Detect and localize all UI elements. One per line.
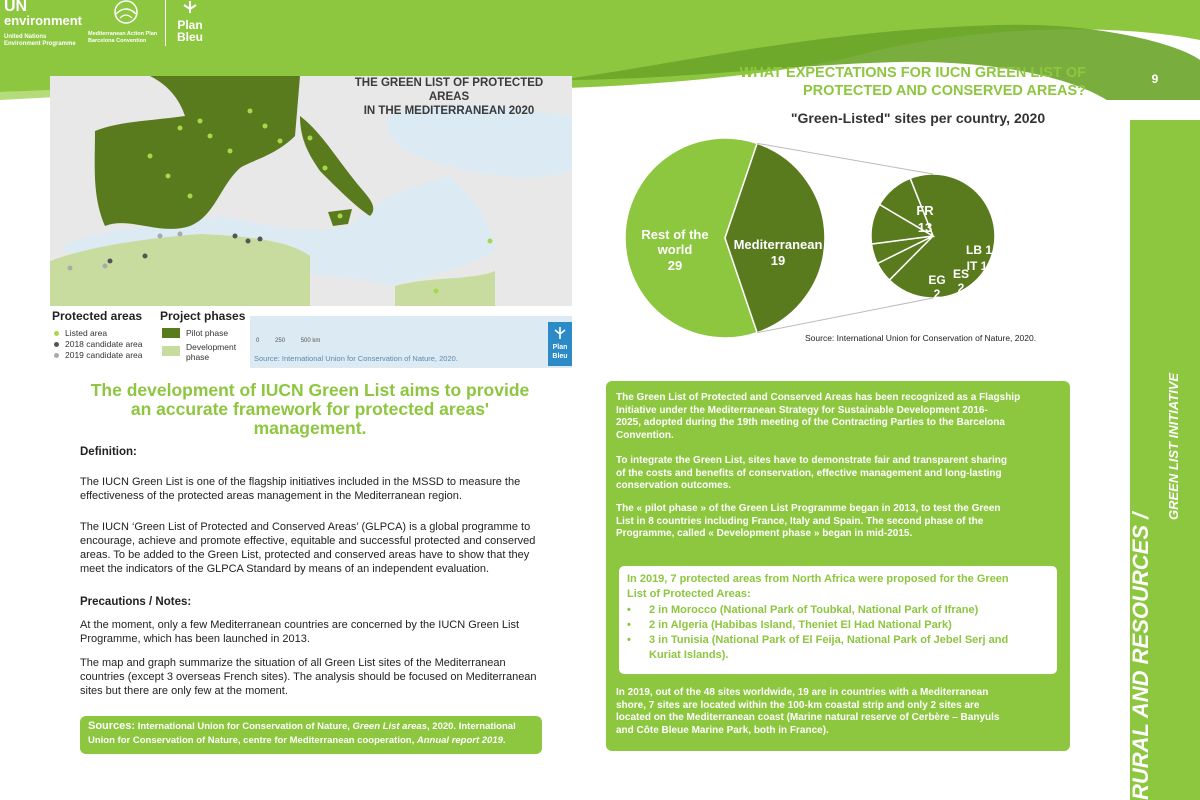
legend-pilot-label: Pilot phase	[186, 328, 229, 338]
gb-p4-l2: shore, 7 sites are located within the 100-km coastal strip and only 2 sites are	[616, 699, 980, 711]
planbleu-line1: Plan	[177, 18, 203, 32]
unep-line2: Environment Programme	[4, 41, 76, 47]
p2-line3: areas. To be added to the Green List, protected and conserved areas have to show that they	[80, 549, 530, 561]
bullet-icon: •	[627, 604, 631, 616]
scale-250: 250	[275, 338, 286, 344]
label-fr-value: 13	[917, 220, 933, 235]
p2-line4: meet the indicators of the GLPCA Standard by means of an independent evaluation.	[80, 563, 490, 575]
page-number: 9	[1151, 72, 1159, 86]
legend-dev-line1: Development	[186, 342, 237, 352]
legend-2018-label: 2018 candidate area	[65, 339, 143, 349]
label-eg-value: 2	[933, 287, 941, 301]
ib-bullet-3	[627, 633, 1051, 662]
headline-line1: The development of IUCN Green List aims to provide	[90, 380, 530, 400]
legend-dev-line2: phase	[186, 352, 210, 362]
ib-l1: In 2019, 7 protected areas from North Africa were proposed for the Green	[627, 573, 1009, 585]
badge-line2: Bleu	[552, 353, 568, 360]
map-barcelona-logo	[88, 0, 164, 45]
planbleu-emblem-icon	[179, 0, 201, 14]
legend-phase-title: Project phases	[160, 309, 246, 323]
p4-line3: sites but there are only few at the moment.	[80, 685, 288, 697]
scale-500: 500 km	[300, 338, 321, 344]
gb-p4-l3: located on the Mediterranean coast (Marine natural reserve of Cerbère – Banyuls	[616, 712, 1000, 723]
gb-paragraph-2	[616, 455, 1060, 493]
bullet-icon: •	[627, 634, 631, 646]
precautions-label: Precautions / Notes:	[80, 596, 192, 608]
right-title	[650, 64, 1086, 100]
definition-paragraph-2	[80, 520, 550, 576]
header-divider	[165, 0, 166, 46]
headline-line2: an accurate framework for protected areas'	[130, 399, 490, 419]
unep-logo	[4, 0, 84, 48]
precautions-paragraph-1	[80, 618, 550, 646]
chart-source: Source: International Union for Conservation of Nature, 2020.	[805, 333, 1037, 343]
emblem-icon	[106, 0, 146, 26]
sources-a: International Union for Conservation of Nature,	[135, 721, 353, 732]
gb-p1-l4: Convention.	[616, 429, 674, 441]
sources-c-italic: Annual report 2019	[416, 735, 503, 746]
label-es: ES	[952, 267, 970, 281]
gb-p1-l3: 2025, adopted during the 19th meeting of the Contracting Parties to the Barcelona	[616, 417, 1005, 428]
legend-2019-dot	[54, 353, 59, 358]
p4-line1: The map and graph summarize the situation of all Green List sites of the Mediterranean	[80, 657, 506, 669]
unep-logo-main: UN	[4, 0, 28, 15]
legend-dev-swatch	[162, 346, 180, 356]
map-title-line1: THE GREEN LIST OF PROTECTED AREAS	[354, 77, 544, 103]
p1-line2: effectiveness of the protected areas management in the Mediterranean region.	[80, 490, 462, 502]
planbleu-badge	[548, 322, 572, 366]
scale-0: 0	[256, 338, 260, 344]
legend-2018	[54, 339, 143, 349]
label-rest-line2: world	[657, 242, 693, 257]
unep-logo-sub: environment	[4, 13, 83, 28]
chart-title: "Green-Listed" sites per country, 2020	[790, 110, 1046, 126]
gb-p2-l3: conservation outcomes.	[616, 480, 732, 491]
legend-listed	[54, 328, 107, 338]
gb-p2-l1: To integrate the Green List, sites have to demonstrate fair and transparent sharing	[616, 455, 1008, 466]
legend-protected-title: Protected areas	[52, 309, 143, 323]
label-rest-value: 29	[667, 258, 683, 273]
definition-label: Definition:	[80, 446, 137, 458]
map-logo-line1: Mediterranean Action Plan	[88, 31, 158, 37]
legend-dev-label	[186, 342, 236, 362]
p4-line2: countries (except 3 overseas French sites). The analysis should be focused on Mediterranean	[80, 671, 537, 683]
sidebar-main-label: RURAL AND RESOURCES /	[1128, 512, 1153, 800]
ib-b3-l2: Kuriat Islands).	[649, 648, 729, 661]
p1-line1: The IUCN Green List is one of the flagship initiatives included in the MSSD to measure the	[80, 476, 521, 488]
sources-end: .	[502, 735, 506, 746]
gb-p1-l1: The Green List of Protected and Conserved Areas has been recognized as a Flagship	[616, 392, 1021, 403]
gb-p4-l1: In 2019, out of the 48 sites worldwide, 19 are in countries with a Mediterranean	[616, 687, 989, 698]
map-source: Source: International Union for Conservation of Nature, 2020.	[254, 354, 458, 363]
right-title-line2: PROTECTED AND CONSERVED AREAS?	[802, 83, 1086, 99]
legend-listed-dot	[54, 331, 59, 336]
sources-line1	[88, 719, 534, 734]
p3-line2: Programme, which has been launched in 2013.	[80, 633, 310, 645]
label-fr: FR	[916, 203, 934, 218]
gb-p3-l1: The « pilot phase » of the Green List Programme began in 2013, to test the Green	[616, 503, 1001, 514]
planbleu-logo	[170, 0, 210, 43]
sources-label: Sources:	[88, 720, 136, 732]
p3-line1: At the moment, only a few Mediterranean countries are concerned by the IUCN Green List	[80, 619, 519, 631]
gb-paragraph-1	[616, 392, 1060, 442]
map-logo-line2: Barcelona Convention	[88, 38, 147, 44]
ib-intro	[627, 572, 1051, 601]
unep-line1: United Nations	[4, 34, 47, 40]
legend-2019-label: 2019 candidate area	[65, 350, 143, 360]
gb-p2-l2: of the costs and benefits of conservation, effective management and long-lasting	[616, 467, 1002, 479]
gb-p4-l4: and Côte Bleue Marine Park, both in France).	[616, 724, 829, 736]
sidebar-sub-label: GREEN LIST INITIATIVE	[1166, 372, 1181, 520]
label-lb: LB 1	[965, 243, 993, 257]
sources-box	[80, 716, 542, 754]
label-es-value: 2	[957, 281, 965, 295]
map-title-line2: IN THE MEDITERRANEAN 2020	[363, 105, 535, 117]
sources-b: , 2020. International	[427, 721, 516, 732]
ib-bullet-2	[627, 618, 1051, 633]
planbleu-line2: Bleu	[176, 30, 203, 44]
pie-chart	[620, 138, 1090, 338]
gb-p3-l3: Programme, called « Development phase » began in mid-2015.	[616, 528, 913, 539]
gb-paragraph-4	[616, 687, 1060, 737]
p2-line1: The IUCN ‘Green List of Protected and Conserved Areas’ (GLPCA) is a global programme to	[80, 521, 531, 533]
p2-line2: encourage, achieve and promote effective, equitable and successful protected and conserved	[80, 535, 536, 547]
label-mediterranean: Mediterranean	[733, 237, 823, 252]
legend-2019	[54, 350, 143, 360]
label-eg: EG	[928, 273, 946, 287]
ib-b1: 2 in Morocco (National Park of Toubkal, National Park of Ifrane)	[649, 604, 979, 616]
badge-emblem-icon	[552, 326, 568, 340]
ib-bullet-1	[627, 603, 1051, 618]
legend-listed-label: Listed area	[65, 328, 108, 338]
bullet-icon: •	[627, 619, 631, 631]
ib-b3-l1: 3 in Tunisia (National Park of El Feija, National Park of Jebel Serj and	[649, 634, 1009, 646]
sources-c: Union for Conservation of Nature, centre for Mediterranean cooperation,	[88, 735, 417, 746]
right-title-line1: WHAT EXPECTATIONS FOR IUCN GREEN LIST OF	[739, 65, 1086, 81]
gb-p1-l2: Initiative under the Mediterranean Strategy for Sustainable Development 2016-	[616, 404, 988, 416]
map-panel	[50, 76, 572, 368]
headline-line3: management.	[253, 418, 367, 438]
ib-l2: List of Protected Areas:	[627, 587, 751, 600]
left-headline	[70, 381, 550, 438]
sources-line2	[88, 734, 534, 748]
definition-paragraph-1	[80, 475, 550, 503]
map-title	[334, 76, 564, 118]
sources-a-italic: Green List areas	[352, 721, 428, 732]
label-it: IT 1	[966, 259, 988, 273]
badge-line1: Plan	[552, 344, 568, 351]
legend-2018-dot	[54, 342, 59, 347]
precautions-paragraph-2	[80, 656, 550, 698]
gb-p3-l2: List in 8 countries including France, Italy and Spain. The second phase of the	[616, 515, 984, 527]
legend-pilot-swatch	[162, 328, 180, 338]
ib-b2: 2 in Algeria (Habibas Island, Theniet El Had National Park)	[649, 619, 952, 631]
gb-paragraph-3	[616, 503, 1060, 541]
label-mediterranean-value: 19	[770, 253, 786, 268]
label-rest-line1: Rest of the	[641, 227, 709, 242]
map-scale	[256, 338, 320, 344]
